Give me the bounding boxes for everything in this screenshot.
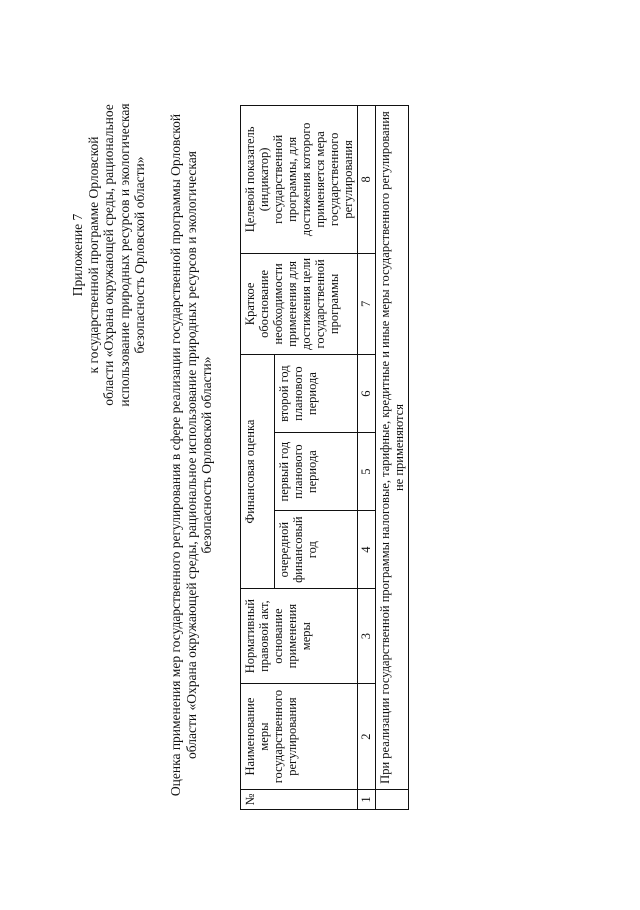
column-number: 1 [358, 790, 376, 810]
title-line: области «Охрана окружающей среды, рациональное использование природных ресурсов и экологическая [183, 151, 199, 760]
header-justification: Краткое обоснование необходимости применения для достижения цели государственной программы [241, 253, 358, 354]
column-number: 4 [358, 511, 376, 589]
header-measure-name: Наименование меры государственного регулирования [241, 684, 358, 790]
header-current-year: очередной финансовый год [274, 511, 357, 589]
column-number: 3 [358, 589, 376, 684]
table-header-row [241, 106, 275, 810]
title-line: Оценка применения мер государственного регулирования в сфере реализации государственной программы Орловской [168, 113, 183, 797]
appendix-caption [70, 75, 148, 435]
table-note: При реализации государственной программы налоговые, тарифные, кредитные и иные меры государственного регулирования не применяются [376, 106, 409, 790]
table-note-row [376, 106, 409, 810]
appendix-line: использование природных ресурсов и экологическая [116, 103, 132, 407]
header-number: № [241, 790, 358, 810]
header-target-indicator: Целевой показатель (индикатор) государственной программы, для достижения которого применяется мера государственного регулирования [241, 106, 358, 254]
document-page [40, 25, 600, 885]
appendix-line: области «Охрана окружающей среды, рациональное [101, 104, 116, 406]
header-first-plan-year: первый год планового периода [274, 433, 357, 511]
header-second-plan-year: второй год планового периода [274, 355, 357, 433]
note-number-cell [376, 790, 409, 810]
column-number: 6 [358, 355, 376, 433]
column-number-row [358, 106, 376, 810]
header-financial-assessment: Финансовая оценка [241, 355, 275, 589]
column-number: 7 [358, 253, 376, 354]
column-number: 5 [358, 433, 376, 511]
appendix-line: безопасность Орловской области» [132, 156, 147, 354]
appendix-line: Приложение 7 [70, 213, 85, 297]
column-number: 8 [358, 106, 376, 254]
regulation-measures-table [240, 105, 409, 810]
title-line: безопасность Орловской области» [199, 356, 214, 554]
column-number: 2 [358, 684, 376, 790]
appendix-line: к государственной программе Орловской [85, 136, 101, 374]
document-title [168, 85, 215, 825]
header-legal-act: Нормативный правовой акт, основание применения меры [241, 589, 358, 684]
